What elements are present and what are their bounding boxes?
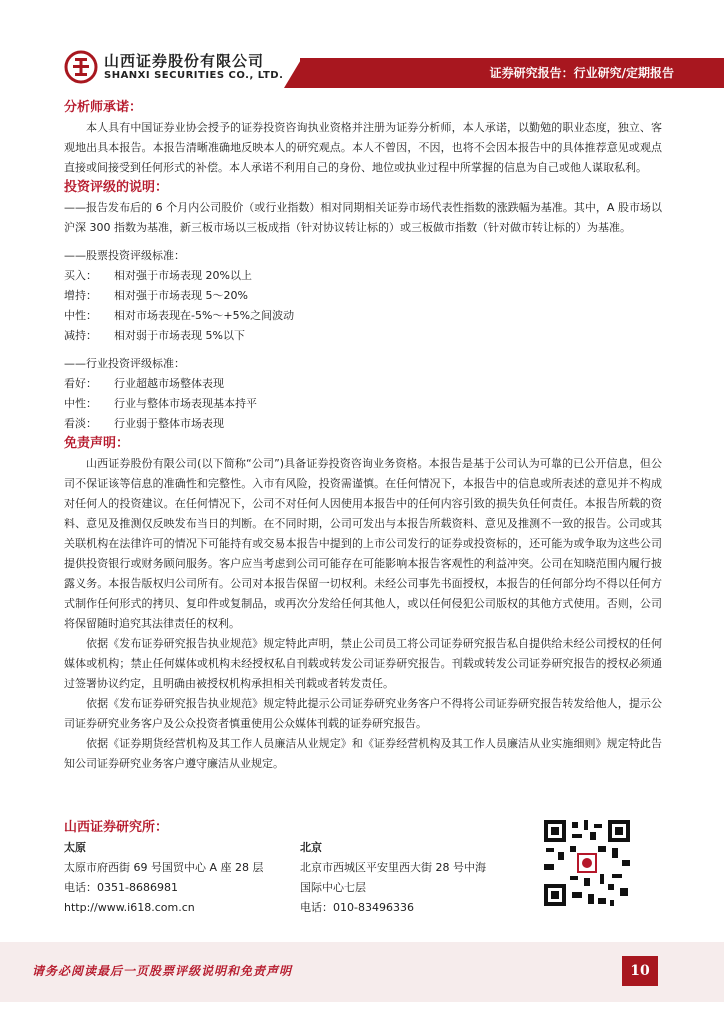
industry-rating-row (64, 374, 662, 394)
stock-rating-row (64, 306, 662, 326)
rating-key: 中性： (64, 397, 97, 410)
stock-rating-header: ——股票投资评级标准： (64, 249, 185, 262)
beijing-phone: 电话：010-83496336 (300, 901, 414, 914)
institute-title: 山西证券研究所： (64, 820, 169, 835)
rating-key: 中性： (64, 309, 97, 322)
beijing-office (300, 838, 486, 918)
research-institute-contact (64, 818, 664, 914)
stock-rating-row (64, 286, 662, 306)
rating-value: 行业与整体市场表现基本持平 (114, 397, 257, 410)
analyst-commitment-title: 分析师承诺： (64, 100, 143, 115)
main-content (64, 98, 662, 774)
rating-value: 相对市场表现在-5%～+5%之间波动 (114, 309, 295, 322)
beijing-address-line2: 国际中心七层 (300, 881, 366, 894)
company-name-en: SHANXI SECURITIES CO., LTD. (104, 70, 284, 81)
industry-rating-header: ——行业投资评级标准： (64, 357, 185, 370)
beijing-city: 北京 (300, 841, 322, 854)
company-logo-icon (64, 50, 98, 84)
stock-rating-row (64, 266, 662, 286)
analyst-commitment-text: 本人具有中国证券业协会授予的证券投资咨询执业资格并注册为证券分析师，本人承诺，以勤勉的职业态度，独立、客观地出具本报告。本报告清晰准确地反映本人的研究观点。本人不曾因，不因，也将不会因本报告中的具体推荐意见或观点直接或间接受到任何形式的补偿。本人承诺不利用自己的身份、地位或执业过程中所掌握的信息为自己或他人谋取私利。 (64, 121, 662, 174)
rating-key: 增持： (64, 289, 97, 302)
rating-key: 看好： (64, 377, 97, 390)
website-link[interactable]: http://www.i618.com.cn (64, 901, 195, 914)
rating-value: 行业弱于整体市场表现 (114, 417, 224, 430)
rating-intro: ——报告发布后的 6 个月内公司股价（或行业指数）相对同期相关证券市场代表性指数的涨跌幅为基准。其中，A 股市场以沪深 300 指数为基准，新三板市场以三板成指（针对协议转让标的）或三板做市指数（针对做市转让标的）为基准。 (64, 201, 662, 234)
rating-value: 相对弱于市场表现 5%以下 (114, 329, 245, 342)
rating-value: 行业超越市场整体表现 (114, 377, 224, 390)
stock-rating-row (64, 326, 662, 346)
taiyuan-city: 太原 (64, 841, 86, 854)
disclaimer-paragraph: 依据《发布证券研究报告执业规范》规定特此提示公司证券研究业务客户不得将公司证券研究报告转发给他人，提示公司证券研究业务客户及公众投资者慎重使用公众媒体刊载的证券研究报告。 (64, 697, 662, 730)
rating-value: 相对强于市场表现 20%以上 (114, 269, 252, 282)
taiyuan-office (64, 838, 264, 918)
report-type-label: 证券研究报告：行业研究/定期报告 (489, 66, 674, 80)
page-number: 10 (622, 956, 658, 986)
industry-rating-row (64, 414, 662, 434)
industry-rating-row (64, 394, 662, 414)
disclaimer-paragraph: 依据《证券期货经营机构及其工作人员廉洁从业规定》和《证券经营机构及其工作人员廉洁从业实施细则》规定特此告知公司证券研究业务客户遵守廉洁从业规定。 (64, 737, 662, 770)
rating-key: 减持： (64, 329, 97, 342)
beijing-address-line1: 北京市西城区平安里西大街 28 号中海 (300, 861, 486, 874)
disclaimer-title: 免责声明： (64, 436, 130, 451)
rating-value: 相对强于市场表现 5～20% (114, 289, 248, 302)
company-name-cn: 山西证券股份有限公司 (104, 52, 265, 70)
rating-key: 看淡： (64, 417, 97, 430)
disclaimer-paragraph: 依据《发布证券研究报告执业规范》规定特此声明，禁止公司员工将公司证券研究报告私自提供给未经公司授权的任何媒体或机构；禁止任何媒体或机构未经授权私自刊载或转发公司证券研究报告。刊载或转发公司证券研究报告的授权必须通过签署协议约定，且明确由被授权机构承担相关刊载或者转发责任。 (64, 637, 662, 690)
disclaimer-paragraph: 山西证券股份有限公司(以下简称“公司”)具备证券投资咨询业务资格。本报告是基于公司认为可靠的已公开信息，但公司不保证该等信息的准确性和完整性。入市有风险，投资需谨慎。在任何情况下，本报告中的信息或所表述的意见并不构成对任何人的投资建议。在任何情况下，公司不对任何人因使用本报告中的任何内容引致的损失负任何责任。本报告所载的资料、意见及推测仅反映发布当日的判断。在不同时期，公司可发出与本报告所载资料、意见及推测不一致的报告。公司或其关联机构在法律许可的情况下可能持有或交易本报告中提到的上市公司发行的证券或投资标的，还可能为或争取为这些公司提供投资银行或财务顾问服务。客户应当考虑到公司可能存在可能影响本报告客观性的利益冲突。公司在知晓范围内履行披露义务。本报告版权归公司所有。公司对本报告保留一切权利。未经公司事先书面授权，本报告的任何部分均不得以任何方式制作任何形式的拷贝、复印件或复制品，或再次分发给任何其他人，或以任何侵犯公司版权的其他方式使用。否则，公司将保留随时追究其法律责任的权利。 (64, 457, 662, 630)
footer-notice: 请务必阅读最后一页股票评级说明和免责声明 (32, 964, 293, 978)
taiyuan-address: 太原市府西街 69 号国贸中心 A 座 28 层 (64, 861, 264, 874)
rating-key: 买入： (64, 269, 97, 282)
rating-explanation-title: 投资评级的说明： (64, 180, 169, 195)
page-header (0, 0, 724, 96)
qr-code-icon (542, 818, 632, 908)
taiyuan-phone: 电话：0351-8686981 (64, 881, 178, 894)
